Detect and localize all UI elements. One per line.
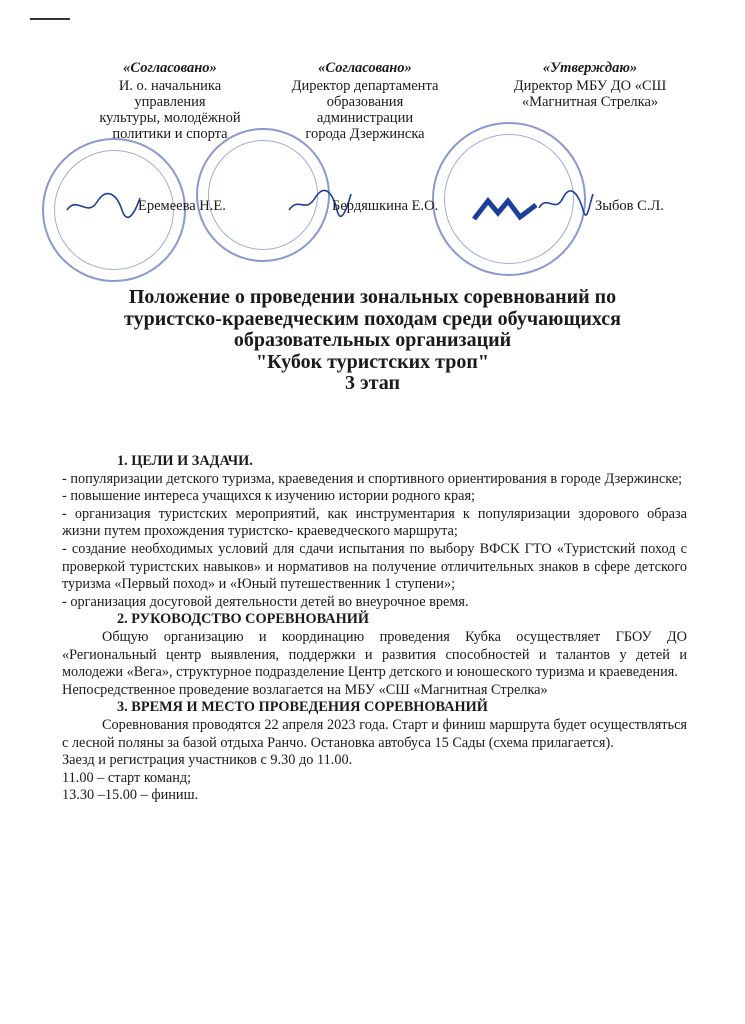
approval-line: «Магнитная Стрелка» [521,94,659,110]
title-line: Положение о проведении зональных соревнований по [128,286,617,308]
document-body [62,453,687,805]
schedule-line: 13.30 –15.00 – финиш. [62,787,199,804]
signature-culture-icon [62,190,142,220]
section-heading-time-place: 3. ВРЕМЯ И МЕСТО ПРОВЕДЕНИЯ СОРЕВНОВАНИЙ [117,699,488,716]
approval-heading: «Согласовано» [318,60,412,76]
title-line: "Кубок туристских троп" [256,350,489,373]
approval-line: политики и спорта [112,126,228,142]
approval-line: образования [326,94,404,110]
section-heading-management: 2. РУКОВОДСТВО СОРЕВНОВАНИЙ [117,611,369,628]
goal-item: - повышение интереса учащихся к изучению истории родного края; [62,488,475,505]
approval-line: Директор департамента [291,78,439,94]
time-place-paragraph: Соревнования проводятся 22 апреля 2023 года. Старт и финиш маршрута будет осуществляться с лесной поляны за базой отдыха Ранчо. Остановка автобуса 15 Сады (схема прилагается). [62,716,687,751]
goal-item: - организация досуговой деятельности детей во внеурочное время. [62,593,469,610]
management-paragraph: Непосредственное проведение возлагается на МБУ «СШ «Магнитная Стрелка» [62,681,548,698]
signature-director-icon [535,188,595,218]
approval-heading: «Утверждаю» [542,60,638,76]
signatory-culture: Еремеева Н.Е. [138,198,226,214]
schedule-line: 11.00 – старт команд; [62,769,192,786]
approval-line: И. о. начальника [118,78,222,94]
approval-culture [70,60,270,142]
section-heading-goals: 1. ЦЕЛИ И ЗАДАЧИ. [117,453,253,469]
approval-education [270,60,460,142]
title-line: образовательных организаций [233,329,512,351]
approval-line: Директор МБУ ДО «СШ [513,78,667,94]
approval-director [485,60,695,110]
management-paragraph: Общую организацию и координацию проведения Кубка осуществляет ГБОУ ДО «Региональный центр выявления, поддержки и развития способностей и талантов у детей и молодежи «Вега», структурное подразделение Центр детского и юношеского туризма и краеведения. [62,628,687,681]
goal-item: - создание необходимых условий для сдачи испытания по выбору ВФСК ГТО «Туристский поход с проверкой туристских навыков» и нормативов на получение отличительных знаков в сфере детского туризма «Первый поход» и «Юный путешественник 1 ступени»; [62,540,687,593]
schedule-line: Заезд и регистрация участников с 9.30 до 11.00. [62,752,353,769]
approval-line: города Дзержинска [305,126,425,142]
signatory-education: Бердяшкина Е.О. [332,198,439,214]
approval-line: администрации [316,110,414,126]
school-logo-icon [470,195,540,225]
scan-mark [30,18,70,20]
title-line: туристско-краеведческим походам среди обучающихся [124,307,621,330]
goal-item: - организация туристских мероприятий, как инструментария к популяризации здорового образа жизни путем прохождения туристско- краеведческого маршрута; [62,505,687,540]
title-stage: 3 этап [345,372,400,394]
approval-line: управления [134,94,206,110]
approval-heading: «Согласовано» [123,60,217,76]
document-title [60,287,685,395]
approval-line: культуры, молодёжной [99,110,241,126]
signatory-director: Зыбов С.Л. [595,198,664,214]
goal-item: - популяризации детского туризма, краеведения и спортивного ориентирования в городе Дзержинске; [62,470,683,487]
